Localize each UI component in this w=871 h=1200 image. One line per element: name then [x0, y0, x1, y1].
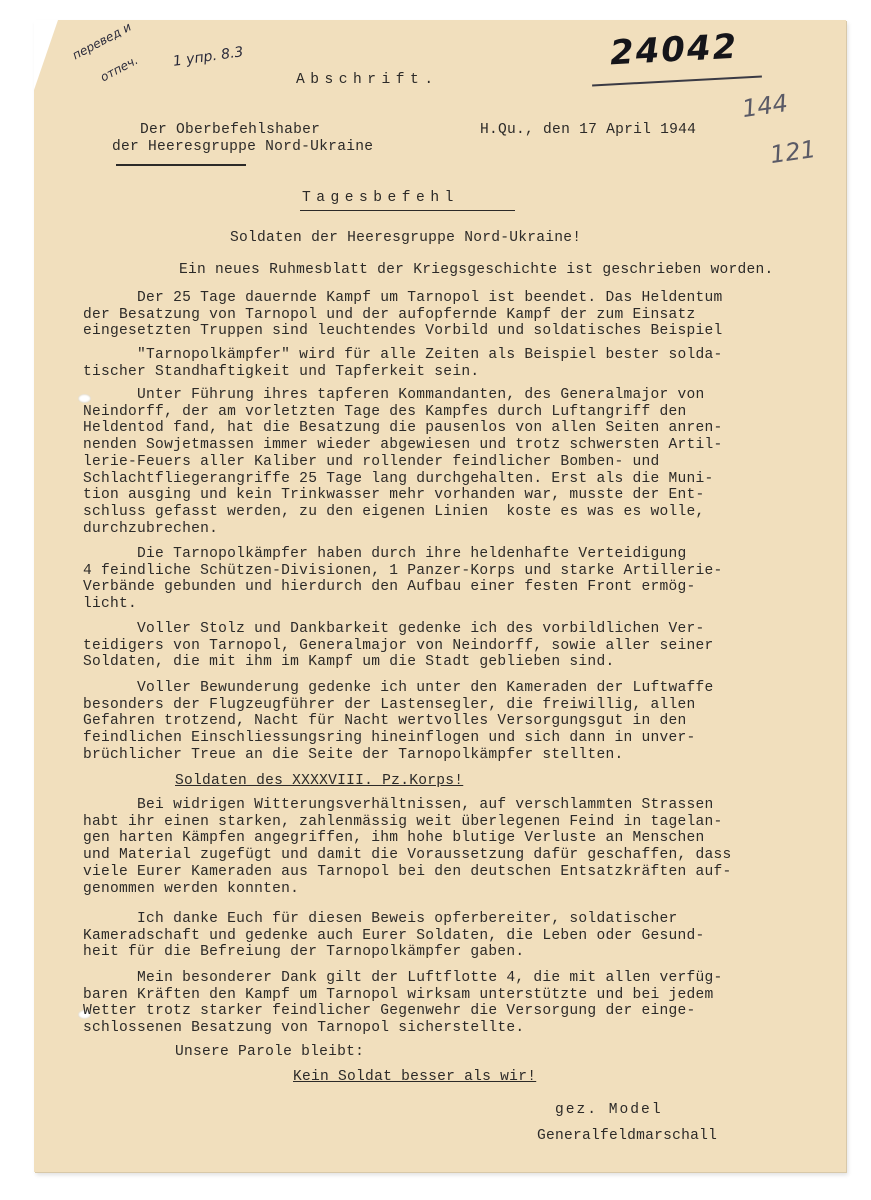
signature-rank: Generalfeldmarschall — [537, 1128, 718, 1144]
text-line: feindlichen Einschliessungsring hineinflogen und sich dann in unver- — [83, 730, 696, 747]
text-line: Voller Stolz und Dankbarkeit gedenke ich des vorbildlichen Ver- — [83, 621, 705, 637]
sender-underline — [116, 164, 246, 166]
paragraph-5 — [83, 546, 823, 613]
text-line: baren Kräften den Kampf um Tarnopol wirksam unterstützte und bei jedem — [83, 986, 714, 1003]
text-line: Die Tarnopolkämpfer haben durch ihre heldenhafte Verteidigung — [83, 546, 687, 562]
text-line: "Tarnopolkämpfer" wird für alle Zeiten als Beispiel bester solda- — [83, 347, 723, 363]
place-date: H.Qu., den 17 April 1944 — [480, 122, 697, 138]
paragraph-3 — [83, 347, 823, 380]
paragraph-7 — [83, 680, 823, 764]
text-line: Mein besonderer Dank gilt der Luftflotte 4, die mit allen verfüg- — [83, 970, 723, 986]
paragraph-4 — [83, 387, 823, 537]
text-line: tion ausging und kein Trinkwasser mehr vorhanden war, musste der Ent- — [83, 487, 705, 504]
text-line: durchzubrechen. — [83, 520, 219, 537]
page-mark-1: 144 — [740, 88, 790, 124]
paragraph-2 — [83, 290, 823, 340]
text-line: Verbände gebunden und hierdurch den Aufbau einer festen Front ermög- — [83, 579, 696, 596]
text-line: viele Eurer Kameraden aus Tarnopol bei den deutschen Entsatzkräften auf- — [83, 863, 732, 880]
parole: Kein Soldat besser als wir! — [293, 1069, 537, 1085]
text-line: Soldaten, die mit ihm im Kampf um die Stadt geblieben sind. — [83, 654, 615, 671]
text-line: Gefahren trotzend, Nacht für Nacht wertvolles Versorgungsgut in den — [83, 713, 687, 730]
text-line: Unter Führung ihres tapferen Kommandanten, des Generalmajor von — [83, 387, 705, 403]
text-line: Heldentod fand, hat die Besatzung die pausenlos von allen Seiten anren- — [83, 420, 723, 437]
text-line: tischer Standhaftigkeit und Tapferkeit sein. — [83, 363, 480, 380]
page-mark-2: 121 — [768, 134, 818, 170]
text-line: nenden Sowjetmassen immer wieder abgewiesen und trotz schwersten Artil- — [83, 437, 723, 454]
text-line: Bei widrigen Witterungsverhältnissen, auf verschlammten Strassen — [83, 797, 714, 813]
text-line: besonders der Flugzeugführer der Lastensegler, die freiwillig, allen — [83, 696, 696, 713]
handwritten-note-1: перевед и — [70, 19, 134, 63]
text-line: genommen werden konnten. — [83, 880, 300, 897]
text-line: teidigers von Tarnopol, Generalmajor von Neindorff, sowie aller seiner — [83, 637, 714, 654]
sender-line-1: Der Oberbefehlshaber — [140, 122, 321, 138]
paragraph-8 — [83, 797, 823, 897]
text-line: heit für die Befreiung der Tarnopolkämpfer gaben. — [83, 944, 525, 961]
title-underline — [300, 210, 515, 211]
handwritten-note-2: отпеч. — [98, 53, 141, 85]
handwritten-reference: 1 упр. 8.3 — [172, 44, 245, 70]
text-line: Wetter trotz starker feindlicher Gegenwehr die Versorgung der einge- — [83, 1003, 696, 1020]
paragraph-6 — [83, 621, 823, 671]
text-line: 4 feindliche Schützen-Divisionen, 1 Panzer-Korps und starke Artillerie- — [83, 562, 723, 579]
text-line: eingesetzten Truppen sind leuchtendes Vorbild und soldatisches Beispiel — [83, 323, 723, 340]
paragraph-10 — [83, 970, 823, 1037]
text-line: gen harten Kämpfen angegriffen, ihm hohe blutige Verluste an Menschen — [83, 830, 705, 847]
text-line: licht. — [83, 596, 138, 613]
text-line: Ein neues Ruhmesblatt der Kriegsgeschichte ist geschrieben worden. — [179, 262, 774, 278]
parole-intro: Unsere Parole bleibt: — [175, 1044, 365, 1060]
archive-number: 24042 — [609, 26, 740, 74]
signature: gez. Model — [555, 1102, 663, 1118]
text-line: und Material zugefügt und damit die Voraussetzung dafür geschaffen, dass — [83, 847, 732, 864]
cut-corner — [34, 20, 58, 90]
section-heading: Soldaten des XXXXVIII. Pz.Korps! — [175, 773, 464, 789]
sender-line-2: der Heeresgruppe Nord-Ukraine — [112, 139, 374, 155]
text-line: lerie-Feuers aller Kaliber und rollender feindlicher Bomben- und — [83, 453, 660, 470]
text-line: Schlachtfliegerangriffe 25 Tage lang durchgehalten. Erst als die Muni- — [83, 470, 714, 487]
text-line: Kameradschaft und gedenke auch Eurer Soldaten, die Leben oder Gesund- — [83, 927, 705, 944]
text-line: der Besatzung von Tarnopol und der aufopfernde Kampf der zum Einsatz — [83, 306, 696, 323]
text-line: Voller Bewunderung gedenke ich unter den Kameraden der Luftwaffe — [83, 680, 714, 696]
text-line: habt ihr einen starken, zahlenmässig weit überlegenen Feind in tagelan- — [83, 813, 723, 830]
text-line: Ich danke Euch für diesen Beweis opferbereiter, soldatischer — [83, 911, 678, 927]
salutation: Soldaten der Heeresgruppe Nord-Ukraine! — [230, 230, 582, 246]
text-line: schluss gefasst werden, zu den eigenen Linien koste es was es wolle, — [83, 503, 705, 520]
copy-label: Abschrift. — [296, 72, 439, 88]
text-line: schlossenen Besatzung von Tarnopol sicherstellte. — [83, 1020, 525, 1037]
text-line: Neindorff, der am vorletzten Tage des Kampfes durch Luftangriff den — [83, 403, 687, 420]
paragraph-1 — [83, 262, 823, 279]
text-line: Der 25 Tage dauernde Kampf um Tarnopol ist beendet. Das Heldentum — [83, 290, 723, 306]
text-line: brüchlicher Treue an die Seite der Tarnopolkämpfer stellten. — [83, 746, 624, 763]
paragraph-9 — [83, 911, 823, 961]
document-title: Tagesbefehl — [302, 190, 459, 206]
